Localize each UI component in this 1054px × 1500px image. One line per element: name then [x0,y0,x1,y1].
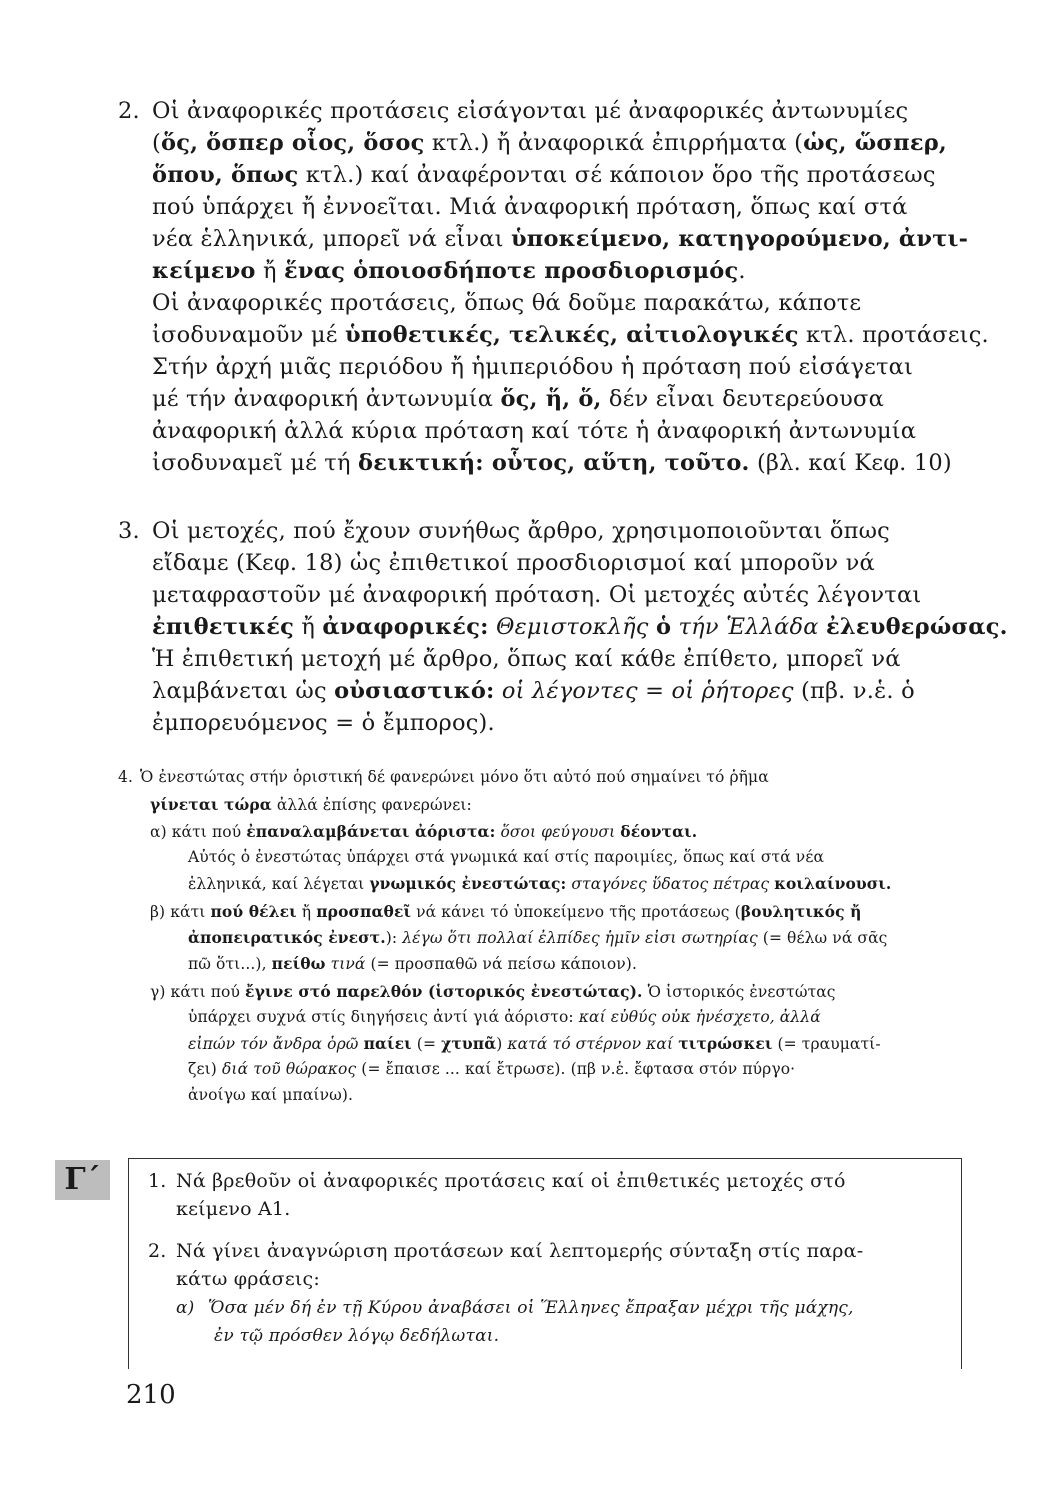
section-2-line-4: πού ὑπάρχει ἤ ἐννοεῖται. Μιά ἀναφορική πρόταση, ὅπως καί στά [152,194,908,220]
section-2-line-9: Στήν ἀρχή μιᾶς περιόδου ἤ ἡμιπεριόδου ἡ πρόταση πού εἰσάγεται [152,354,914,380]
page-number: 210 [126,1380,176,1410]
section-4-number: 4. [118,768,133,786]
section-2-line-1: Οἱ ἀναφορικές προτάσεις εἰσάγονται μέ ἀναφορικές ἀντωνυμίες [152,98,909,124]
exercise-2-number: 2. [148,1240,167,1262]
section-4-line-6: β) κάτι πού θέλει ἤ προσπαθεῖ νά κάνει τό ὑποκείμενο τῆς προτάσεως (βουλητικός ἤ [150,902,862,921]
exercise-2-line-2: κάτω φράσεις: [176,1268,320,1290]
exercise-2-sub-label: α) [176,1298,195,1318]
section-2-line-11: ἀναφορική ἀλλά κύρια πρόταση καί τότε ἡ ἀναφορική ἀντωνυμία [152,418,917,444]
section-3-line-1: Οἱ μετοχές, πού ἔχουν συνήθως ἄρθρο, χρησιμοποιοῦνται ὅπως [152,518,890,544]
section-2-line-2: (ὅς, ὅσπερ οἷος, ὅσος κτλ.) ἤ ἀναφορικά ἐπιρρήματα (ὡς, ὥσπερ, [152,130,947,156]
exercise-2-sub-line-2: ἐν τῷ πρόσθεν λόγῳ δεδήλωται. [214,1326,500,1346]
exercise-1-line-1: Νά βρεθοῦν οἱ ἀναφορικές προτάσεις καί οἱ ἐπιθετικές μετοχές στό [176,1170,846,1192]
section-2-line-12: ἰσοδυναμεῖ μέ τή δεικτική: οὗτος, αὕτη, τοῦτο. (βλ. καί Κεφ. 10) [152,450,952,476]
section-2-line-5: νέα ἑλληνικά, μπορεῖ νά εἶναι ὑποκείμενο, κατηγορούμενο, ἀντι- [152,226,969,252]
exercise-1-number: 1. [148,1170,167,1192]
section-2-line-8: ἰσοδυναμοῦν μέ ὑποθετικές, τελικές, αἰτιολογικές κτλ. προτάσεις. [152,322,989,348]
section-2-line-7: Οἱ ἀναφορικές προτάσεις, ὅπως θά δοῦμε παρακάτω, κάποτε [152,290,862,316]
section-4-line-12: ζει) διά τοῦ θώρακος (= ἔπαισε ... καί ἔτρωσε). (πβ ν.ἑ. ἔφτασα στόν πύργο· [188,1060,796,1078]
section-2-number: 2. [118,98,140,124]
section-4-line-8: πῶ ὅτι...), πείθω τινά (= προσπαθῶ νά πείσω κάποιον). [188,954,637,973]
section-2-line-10: μέ τήν ἀναφορική ἀντωνυμία ὅς, ἥ, ὅ, δέν εἶναι δευτερεύουσα [152,386,884,412]
section-3-line-2: εἴδαμε (Κεφ. 18) ὡς ἐπιθετικοί προσδιορισμοί καί μποροῦν νά [152,550,875,576]
section-4-line-3: α) κάτι πού ἐπαναλαμβάνεται ἀόριστα: ὅσοι φεύγουσι δέονται. [150,822,698,841]
section-4-line-2: γίνεται τώρα ἀλλά ἐπίσης φανερώνει: [150,795,472,814]
section-3-line-7: ἐμπορευόμενος = ὁ ἔμπορος). [152,710,495,736]
section-4-line-10: ὑπάρχει συχνά στίς διηγήσεις ἀντί γιά ἀόριστο: καί εὐθύς οὐκ ἠνέσχετο, ἀλλά [188,1008,821,1026]
exercise-2-line-1: Νά γίνει ἀναγνώριση προτάσεων καί λεπτομερής σύνταξη στίς παρα- [176,1240,864,1262]
section-3-number: 3. [118,518,140,544]
section-3-line-3: μεταφραστοῦν μέ ἀναφορική πρόταση. Οἱ μετοχές αὐτές λέγονται [152,582,922,608]
section-3-line-6: λαμβάνεται ὡς οὐσιαστικό: οἱ λέγοντες = οἱ ῥήτορες (πβ. ν.ἑ. ὁ [152,678,915,704]
exercise-1-line-2: κείμενο Α1. [176,1198,291,1220]
exercise-section-badge: Γ΄ [55,1160,110,1200]
section-4-line-4: Αὐτός ὁ ἐνεστώτας ὑπάρχει στά γνωμικά καί στίς παροιμίες, ὅπως καί στά νέα [188,848,825,866]
section-4-line-5: ἑλληνικά, καί λέγεται γνωμικός ἐνεστώτας: σταγόνες ὕδατος πέτρας κοιλαίνουσι. [188,874,892,893]
section-4-line-13: ἀνοίγω καί μπαίνω). [188,1086,354,1104]
section-4-line-11: εἰπών τόν ἄνδρα ὁρῶ παίει (= χτυπᾶ) κατά τό στέρνον καί τιτρώσκει (= τραυματί- [188,1034,881,1053]
section-2-line-3: ὅπου, ὅπως κτλ.) καί ἀναφέρονται σέ κάποιον ὅρο τῆς προτάσεως [152,162,936,188]
section-3-line-5: Ἡ ἐπιθετική μετοχή μέ ἄρθρο, ὅπως καί κάθε ἐπίθετο, μπορεῖ νά [152,646,901,672]
exercise-2-sub-line-1: Ὅσα μέν δή ἐν τῇ Κύρου ἀναβάσει οἱ Ἕλληνες ἔπραξαν μέχρι τῆς μάχης, [208,1298,854,1318]
section-4-line-7: ἀποπειρατικός ἐνεστ.): λέγω ὅτι πολλαί ἐλπίδες ἡμῖν εἰσι σωτηρίας (= θέλω νά σᾶς [188,928,888,947]
section-2-line-6: κείμενο ἤ ἕνας ὁποιοσδήποτε προσδιορισμός. [152,258,746,284]
section-4-line-9: γ) κάτι πού ἔγινε στό παρελθόν (ἱστορικός ἐνεστώτας). Ὁ ἱστορικός ἐνεστώτας [150,982,836,1001]
section-3-line-4: ἐπιθετικές ἤ ἀναφορικές: Θεμιστοκλῆς ὁ τήν Ἑλλάδα ἐλευθερώσας. [152,614,1008,640]
section-4-line-1: Ὁ ἐνεστώτας στήν ὁριστική δέ φανερώνει μόνο ὅτι αὐτό πού σημαίνει τό ῥῆμα [140,768,769,786]
